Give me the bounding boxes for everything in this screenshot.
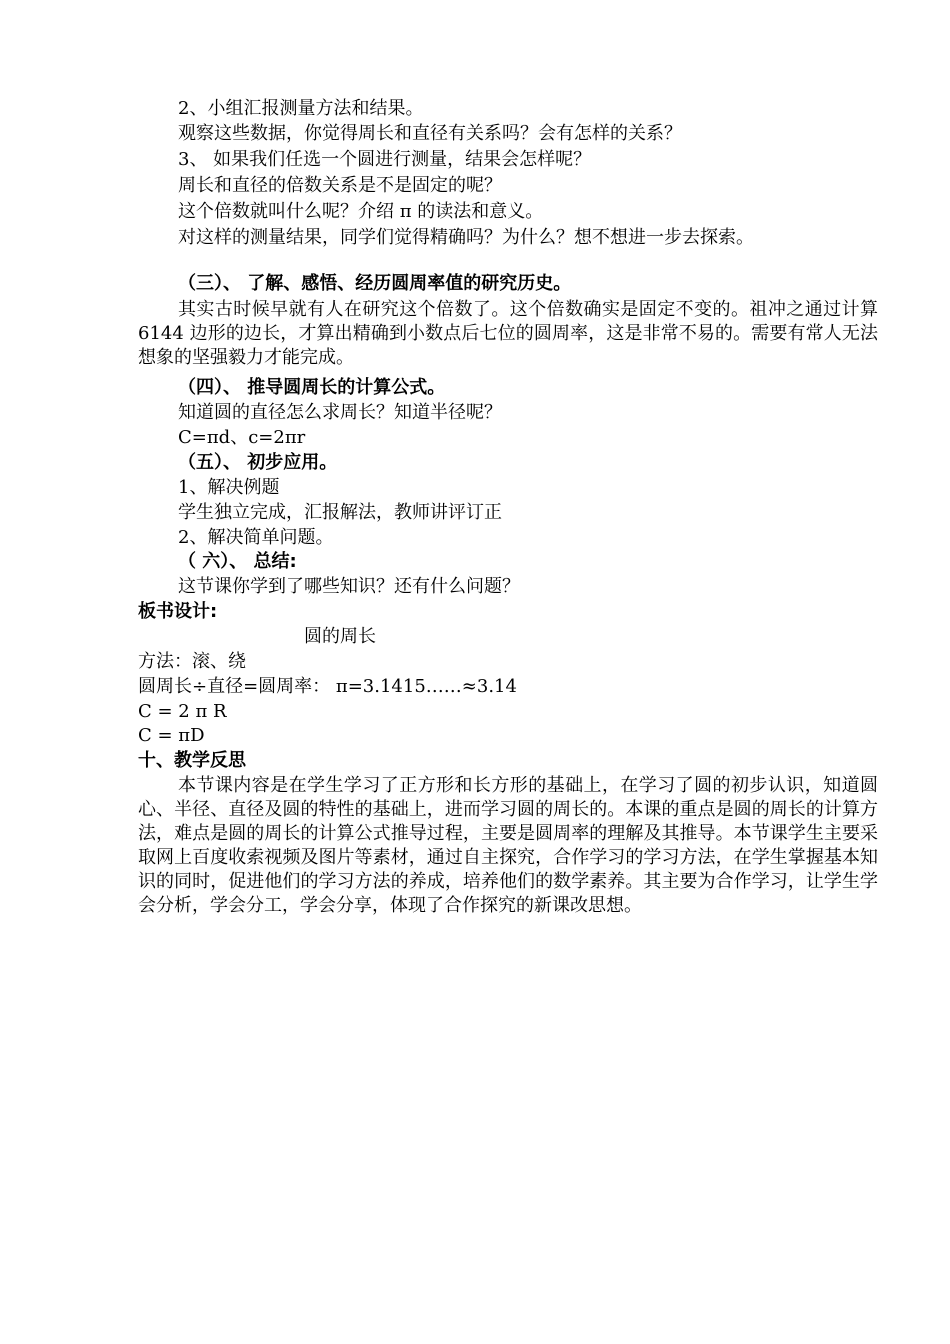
paragraph-text: 对这样的测量结果，同学们觉得精确吗？为什么？想不想进一步去探索。 [178,227,754,248]
board-ratio: 圆周长÷直径=圆周率： π=3.1415……≈3.14 [138,676,517,697]
text-line: 这节课你学到了哪些知识？还有什么问题？ [178,576,520,597]
board-formula: C = 2 π R [138,701,227,722]
board-design-heading: 板书设计: [138,601,218,622]
text-line: 观察这些数据，你觉得周长和直径有关系吗？会有怎样的关系？ [178,123,682,144]
paragraph-text: 本节课内容是在学生学习了正方形和长方形的基础上，在学习了圆的初步认识，知道圆心、半径、直径及圆的特性的基础上，进而学习圆的周长的。本课的重点是圆的周长的计算方法，难点是圆的周长的计算公式推导过程，主要是圆周率的理解及其推导。本节课学生主要采取网上百度收索视频及图片等素材，通过自主探究，合作学习的学习方法，在学生掌握基本知识的同时，促进他们的学习方法的养成，培养他们的数学素养。其主要为合作学习，让学生学会分析，学会分工，学会分享，体现了合作探究的新课改思想。 [138,775,878,916]
section-heading: （三）、 了解、感悟、经历圆周率值的研究历史。 [178,273,572,294]
paragraph-text: 其实古时候早就有人在研究这个倍数了。这个倍数确实是固定不变的。祖冲之通过计算 6144 边形的边长，才算出精确到小数点后七位的圆周率，这是非常不易的。需要有常人无法想象的坚强毅力才能完成。 [138,299,878,368]
paragraph-history [138,298,878,370]
board-formula: C = πD [138,725,205,746]
section-heading: （四）、 推导圆周长的计算公式。 [178,377,446,398]
paragraph-reflection [138,774,878,918]
section-heading: （五）、 初步应用。 [178,452,338,473]
reflection-heading: 十、教学反思 [138,750,246,771]
text-line: 学生独立完成，汇报解法，教师讲评订正 [178,502,502,523]
board-title: 圆的周长 [304,626,376,647]
text-line: 2、解决简单问题。 [178,527,334,548]
board-method: 方法：滚、绕 [138,651,246,672]
text-line: 知道圆的直径怎么求周长？知道半径呢？ [178,402,502,423]
text-line: 这个倍数就叫什么呢？介绍 π 的读法和意义。 [178,201,544,222]
text-line: 1、解决例题 [178,477,280,498]
paragraph-explore [138,226,878,250]
formula-line: C=πd、c=2πr [178,427,306,448]
section-heading: （ 六）、 总结: [178,551,297,572]
text-line: 2、小组汇报测量方法和结果。 [178,98,424,119]
text-line: 3、 如果我们任选一个圆进行测量，结果会怎样呢？ [178,149,592,170]
text-line: 周长和直径的倍数关系是不是固定的呢？ [178,175,502,196]
